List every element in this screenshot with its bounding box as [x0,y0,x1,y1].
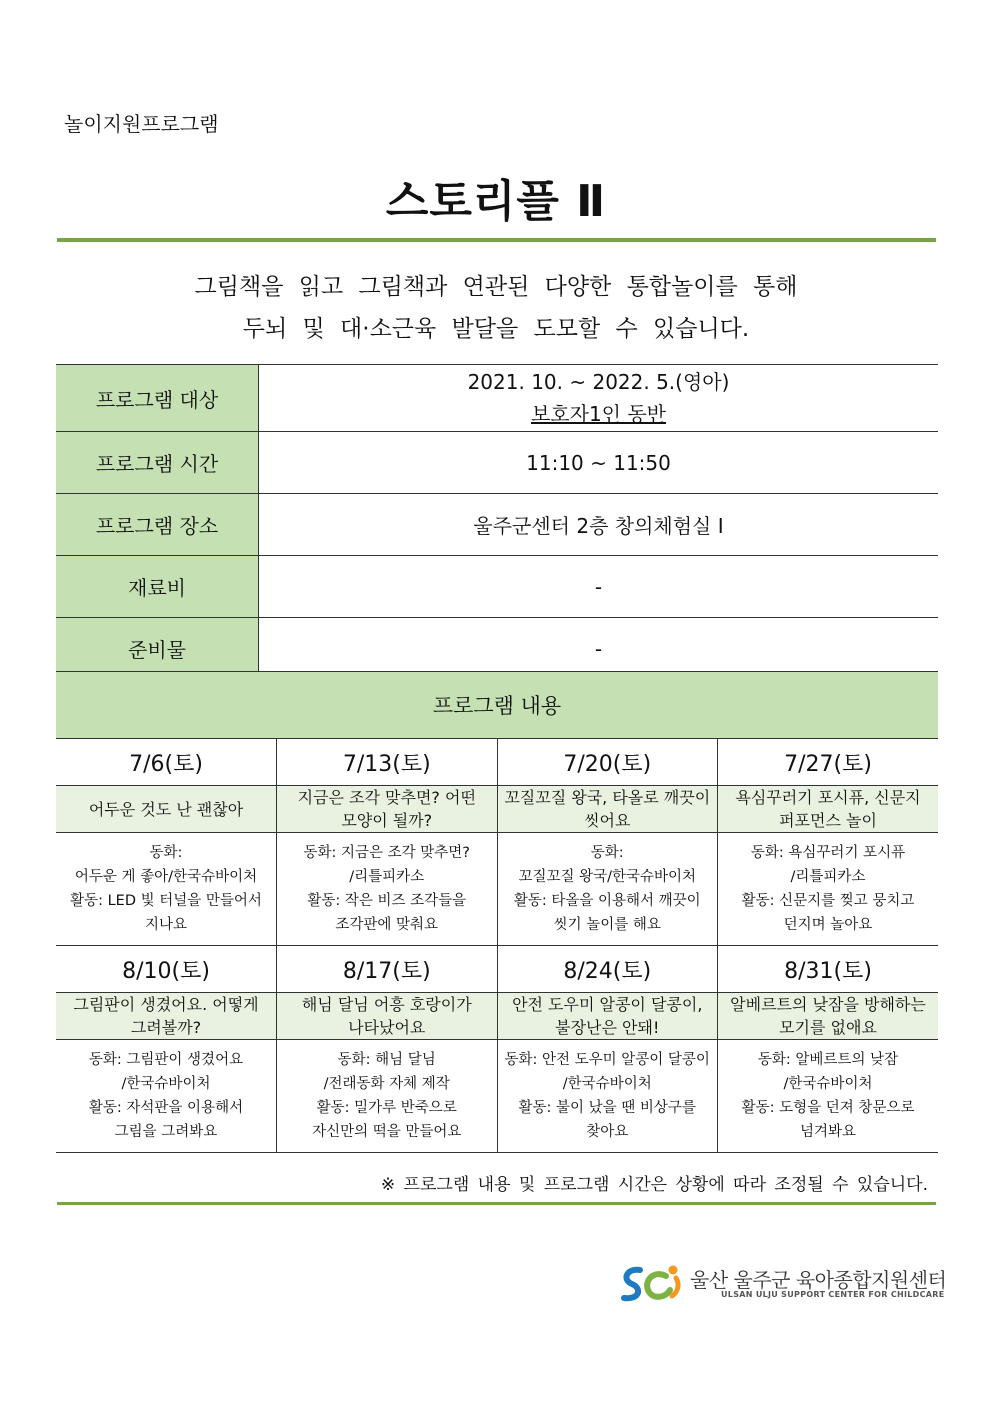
session-theme [277,993,498,1040]
place-label: 프로그램 장소 [56,494,259,556]
detail-line: 활동: 신문지를 찢고 뭉치고 [741,893,915,909]
page-title: 스토리플 Ⅱ [385,176,607,227]
session-theme [497,786,718,833]
intro-line-1: 그림책을 읽고 그림책과 연관된 다양한 통합놀이를 통해 [194,274,798,300]
session-detail [56,833,277,946]
session-detail [56,1040,277,1153]
detail-line: 조각판에 맞춰요 [335,917,439,933]
intro-line-2: 두뇌 및 대·소근육 발달을 도모할 수 있습니다. [242,316,750,342]
detail-line: 던지며 놀아요 [783,917,873,933]
target-guardian: 보호자1인 동반 [530,402,666,426]
target-period: 2021. 10. ~ 2022. 5.(영아) [467,370,730,394]
session-theme [277,786,498,833]
session-date: 7/13(토) [277,739,498,786]
theme-line: 불장난은 안돼! [555,1018,660,1037]
detail-line: /한국슈바이처 [121,1076,211,1092]
session-theme [56,993,277,1040]
theme-line: 모기를 없애요 [779,1018,877,1037]
detail-line: 동화: 알베르트의 낮잠 [757,1052,899,1068]
session-theme [718,786,939,833]
program-category: 놀이지원프로그램 [64,112,219,136]
session-date: 7/20(토) [497,739,718,786]
detail-line: 활동: LED 빛 터널을 만들어서 [70,893,262,909]
detail-line: 활동: 도형을 던져 창문으로 [741,1100,915,1116]
session-detail [277,833,498,946]
center-logo-icon [620,1262,684,1306]
detail-line: 활동: 밀가루 반죽으로 [316,1100,457,1116]
center-logo [620,1260,947,1310]
theme-line: 안전 도우미 알콩이 달콩이, [512,995,703,1014]
session-theme [497,993,718,1040]
program-content-table [56,671,938,1153]
fee-value: - [259,556,939,618]
detail-line: 그림을 그려봐요 [114,1124,218,1140]
detail-line: 자신만의 떡을 만들어요 [312,1124,462,1140]
detail-line: 동화: 안전 도우미 알콩이 달콩이 [504,1052,710,1068]
detail-line: 동화: 해님 달님 [337,1052,436,1068]
session-detail [277,1040,498,1153]
detail-line: /리틀피카소 [349,869,425,885]
time-value: 11:10 ~ 11:50 [259,432,939,494]
prep-label: 준비물 [56,618,259,680]
detail-line: 동화: 그림판이 생겼어요 [88,1052,244,1068]
session-theme [56,786,277,833]
center-name-kr: 울산 울주군 육아종합지원센터 [690,1268,947,1292]
session-theme [718,993,939,1040]
theme-line: 해님 달님 어흥 호랑이가 [301,995,472,1014]
detail-line: 넘겨봐요 [799,1124,857,1140]
session-detail [497,1040,718,1153]
detail-line: 꼬질꼬질 왕국/한국슈바이처 [518,869,697,885]
detail-line: 동화: [149,845,183,861]
theme-line: 씻어요 [584,811,631,830]
session-date: 8/10(토) [56,946,277,993]
fee-label: 재료비 [56,556,259,618]
session-detail [718,1040,939,1153]
session-date: 8/31(토) [718,946,939,993]
theme-line: 욕심꾸러기 포시퓨, 신문지 [735,788,921,807]
intro-text [0,266,992,350]
program-info-table [56,364,938,680]
detail-line: /한국슈바이처 [562,1076,652,1092]
theme-line: 꼬질꼬질 왕국, 타올로 깨끗이 [504,788,711,807]
theme-line: 모양이 될까? [341,811,433,830]
theme-line: 나타났어요 [348,1018,426,1037]
detail-line: 동화: 욕심꾸러기 포시퓨 [750,845,906,861]
center-name-en: ULSAN ULJU SUPPORT CENTER FOR CHILDCARE [721,1290,945,1299]
session-date: 7/27(토) [718,739,939,786]
target-value [259,365,939,432]
prep-value: - [259,618,939,680]
detail-line: 어두운 게 좋아/한국슈바이처 [74,869,258,885]
schedule-note: ※ 프로그램 내용 및 프로그램 시간은 상황에 따라 조정될 수 있습니다. [380,1175,928,1195]
detail-line: 동화: [590,845,624,861]
content-heading: 프로그램 내용 [56,672,938,739]
session-detail [718,833,939,946]
detail-line: 활동: 자석판을 이용해서 [88,1100,244,1116]
theme-line: 지금은 조각 맞추면? 어떤 [297,788,476,807]
theme-line: 그려볼까? [130,1018,202,1037]
session-date: 8/17(토) [277,946,498,993]
detail-line: /한국슈바이처 [783,1076,873,1092]
target-label: 프로그램 대상 [56,365,259,432]
theme-line: 어두운 것도 난 괜찮아 [88,799,244,819]
detail-line: 동화: 지금은 조각 맞추면? [303,845,470,861]
detail-line: /전래동화 자체 제작 [323,1076,450,1092]
title-divider [57,238,936,242]
detail-line: 씻기 놀이를 해요 [553,917,661,933]
session-date: 7/6(토) [56,739,277,786]
theme-line: 알베르트의 낮잠을 방해하는 [730,995,926,1014]
detail-line: 활동: 타올을 이용해서 깨끗이 [513,893,701,909]
detail-line: 활동: 불이 났을 땐 비상구를 [518,1100,696,1116]
detail-line: 찾아요 [586,1124,629,1140]
place-value: 울주군센터 2층 창의체험실 Ⅰ [259,494,939,556]
session-date: 8/24(토) [497,946,718,993]
session-detail [497,833,718,946]
detail-line: 활동: 작은 비즈 조각들을 [307,893,467,909]
footer-divider [57,1202,936,1205]
detail-line: 지나요 [144,917,188,933]
theme-line: 퍼포먼스 놀이 [779,811,877,830]
theme-line: 그림판이 생겼어요. 어떻게 [73,995,259,1014]
time-label: 프로그램 시간 [56,432,259,494]
detail-line: /리틀피카소 [790,869,866,885]
